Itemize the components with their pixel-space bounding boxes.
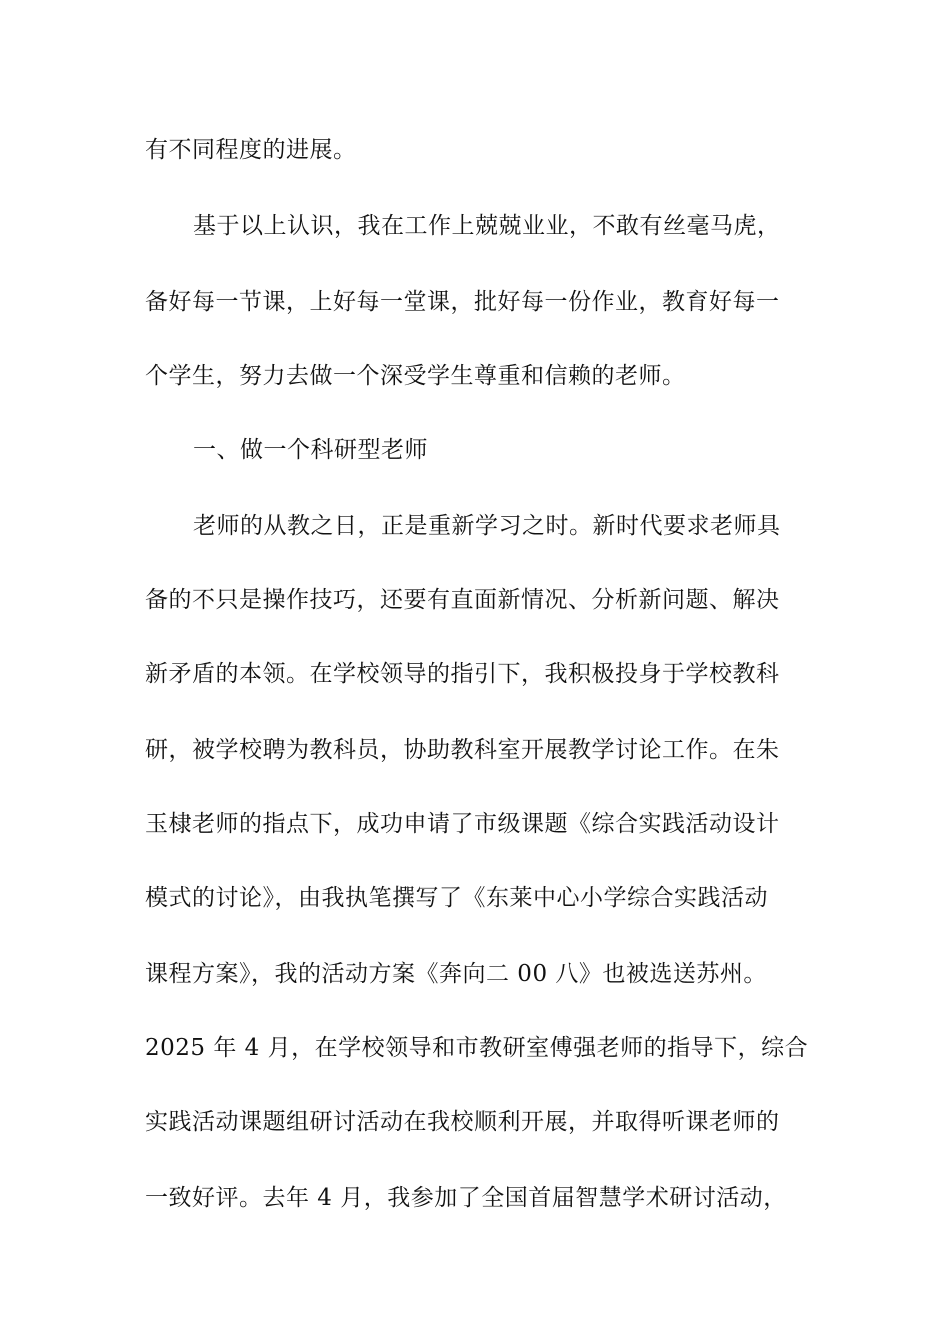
paragraph-line: 研，被学校聘为教科员，协助教科室开展教学讨论工作。在朱 — [145, 737, 780, 763]
paragraph-line: 备好每一节课，上好每一堂课，批好每一份作业，教育好每一 — [145, 289, 780, 315]
paragraph-line: 一致好评。去年 4 月，我参加了全国首届智慧学术研讨活动， — [145, 1185, 787, 1211]
paragraph-line: 课程方案》，我的活动方案《奔向二 00 八》也被选送苏州。 — [145, 961, 767, 987]
paragraph-line: 2025 年 4 月，在学校领导和市教研室傅强老师的指导下，综合 — [145, 1035, 809, 1061]
paragraph-line: 老师的从教之日，正是重新学习之时。新时代要求老师具 — [193, 513, 781, 539]
paragraph-line: 玉棣老师的指点下，成功申请了市级课题《综合实践活动设计 — [145, 811, 780, 837]
paragraph-line: 新矛盾的本领。在学校领导的指引下，我积极投身于学校教科 — [145, 661, 780, 687]
paragraph-line: 基于以上认识，我在工作上兢兢业业，不敢有丝毫马虎， — [193, 213, 781, 239]
paragraph-line: 备的不只是操作技巧，还要有直面新情况、分析新问题、解决 — [145, 587, 780, 613]
paragraph-line: 实践活动课题组研讨活动在我校顺利开展，并取得听课老师的 — [145, 1109, 780, 1135]
section-heading: 一、做一个科研型老师 — [193, 437, 428, 463]
paragraph-line: 模式的讨论》，由我执笔撰写了《东莱中心小学综合实践活动 — [145, 885, 768, 911]
paragraph-line: 个学生，努力去做一个深受学生尊重和信赖的老师。 — [145, 363, 686, 389]
paragraph-line: 有不同程度的进展。 — [145, 137, 357, 163]
